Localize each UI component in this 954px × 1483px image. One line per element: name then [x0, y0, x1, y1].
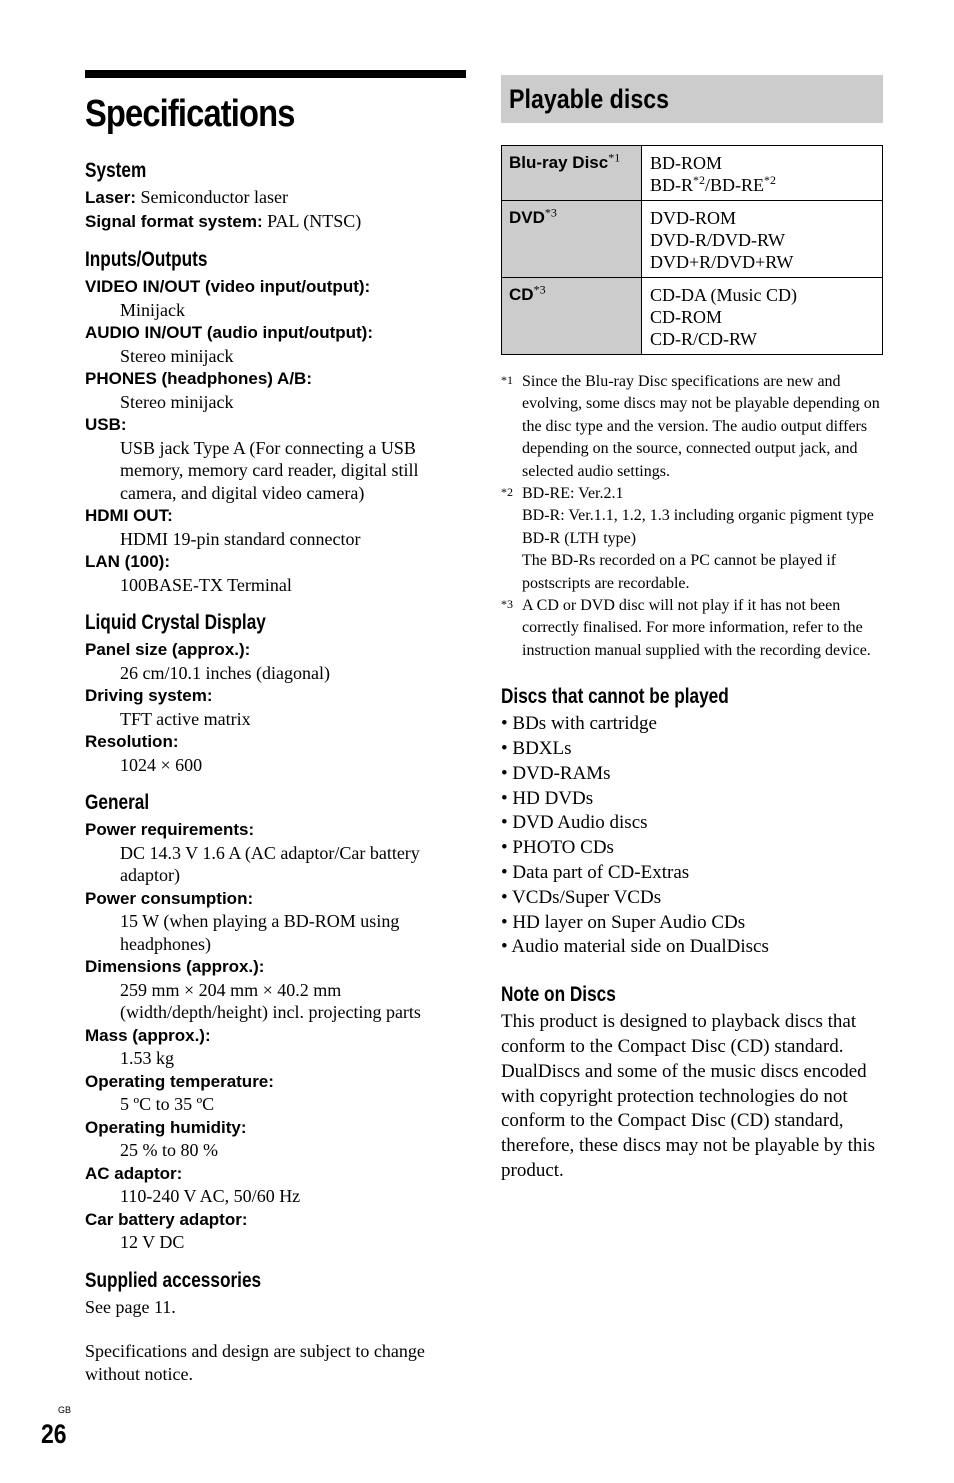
- section-title: Discs that cannot be played: [501, 685, 729, 709]
- footnote-mark: *2: [501, 485, 513, 500]
- spec-row: [85, 638, 466, 662]
- spec-label: Resolution:: [85, 732, 179, 751]
- spec-row: [85, 887, 466, 911]
- spec-label: Mass (approx.):: [85, 1025, 211, 1045]
- footnote-mark: *2: [764, 173, 777, 187]
- page-number: 26: [41, 1419, 67, 1449]
- spec-row: [85, 550, 466, 574]
- disc-row: [502, 201, 883, 278]
- spec-value: Minijack: [120, 299, 185, 320]
- list-item: • Audio material side on DualDiscs: [501, 936, 769, 958]
- spec-row: [85, 275, 466, 299]
- spec-section: [85, 158, 466, 233]
- spec-label: Power requirements:: [85, 820, 255, 839]
- footnote-mark: *3: [544, 205, 557, 220]
- spec-row: [85, 684, 466, 708]
- spec-row: [85, 367, 466, 391]
- spec-label: Signal format system:: [85, 211, 263, 231]
- list-item: • DVD Audio discs: [501, 812, 648, 834]
- specifications-column: [85, 70, 466, 1385]
- list-item: • BDXLs: [501, 738, 572, 760]
- section-title: Supplied accessories: [85, 1268, 262, 1292]
- disc-formats-cell: [642, 146, 883, 201]
- disc-formats-cell: [642, 201, 883, 278]
- disc-type: CD: [509, 285, 534, 304]
- spec-label: Operating temperature:: [85, 1071, 274, 1091]
- format-line: CD-ROM: [650, 307, 723, 327]
- spec-value: USB jack Type A (For connecting a USB memory, memory card reader, digital still camera, and digital video camera): [120, 437, 419, 503]
- spec-value: 110-240 V AC, 50/60 Hz: [120, 1186, 301, 1206]
- spec-label: AC adaptor:: [85, 1163, 183, 1183]
- spec-row: [85, 730, 466, 754]
- format-text: BD-R: [650, 175, 694, 195]
- disc-type-cell: [502, 146, 642, 201]
- spec-label: Power consumption:: [85, 888, 254, 908]
- spec-label: AUDIO IN/OUT (audio input/output):: [85, 323, 373, 342]
- disc-table: [501, 145, 883, 355]
- spec-label: HDMI OUT:: [85, 506, 173, 525]
- footnote-mark: *1: [501, 373, 513, 387]
- format-line: DVD-ROM: [650, 208, 737, 228]
- spec-row: [85, 1070, 466, 1094]
- section-title: Inputs/Outputs: [85, 248, 208, 271]
- spec-value: Semiconductor laser: [136, 187, 288, 207]
- spec-label: LAN (100):: [85, 552, 171, 571]
- spec-value: 12 V DC: [120, 1232, 185, 1252]
- footnote-line: BD-R: Ver.1.1, 1.2, 1.3 including organic pigment type BD-R (LTH type): [522, 507, 874, 547]
- spec-section: [85, 247, 466, 596]
- footnote-text: Since the Blu-ray Disc specifications are new and evolving, some discs may not be playable depending on the disc type and the version. The audio output differs depending on the source, connected output jack, and selected audio settings.: [522, 373, 880, 480]
- spec-value: 1024 × 600: [120, 754, 203, 775]
- spec-label: Dimensions (approx.):: [85, 957, 265, 976]
- section-title: Note on Discs: [501, 983, 616, 1007]
- spec-row: [85, 413, 466, 437]
- footnote-mark: *3: [501, 597, 513, 612]
- spec-label: Car battery adaptor:: [85, 1209, 248, 1229]
- list-item: • Data part of CD-Extras: [501, 862, 690, 884]
- disc-row: [502, 146, 883, 201]
- footnote-mark: *1: [608, 150, 621, 165]
- playable-discs-banner: [501, 75, 883, 123]
- spec-label: USB:: [85, 415, 127, 434]
- spec-row: [85, 1116, 466, 1140]
- list-item: • HD DVDs: [501, 787, 594, 809]
- note-on-discs-section: [501, 982, 883, 1184]
- format-line: CD-DA (Music CD): [650, 285, 797, 305]
- footnote-mark: *3: [533, 282, 546, 297]
- spec-row: [85, 818, 466, 842]
- disc-type-cell: [502, 278, 642, 355]
- spec-value: PAL (NTSC): [262, 210, 362, 231]
- footnote: [501, 371, 883, 483]
- spec-row: [85, 1162, 466, 1186]
- title-rule: [85, 70, 466, 78]
- disc-type: DVD: [509, 208, 545, 227]
- spec-value: 26 cm/10.1 inches (diagonal): [120, 662, 330, 683]
- spec-value: TFT active matrix: [120, 708, 251, 729]
- format-line: DVD-R/DVD-RW: [650, 230, 785, 250]
- list-item: • BDs with cartridge: [501, 713, 657, 735]
- footnote-text: A CD or DVD disc will not play if it has not been correctly finalised. For more information, refer to the instruction manual supplied with the recording device.: [522, 597, 871, 659]
- supplied-text: See page 11.: [85, 1296, 176, 1317]
- footnotes: [501, 371, 883, 662]
- footnote: [501, 595, 883, 662]
- section-title: System: [85, 159, 147, 182]
- spec-value: 100BASE-TX Terminal: [120, 574, 292, 595]
- spec-value: HDMI 19-pin standard connector: [120, 528, 361, 549]
- spec-label: Driving system:: [85, 686, 213, 705]
- spec-row: [85, 210, 466, 234]
- spec-label: PHONES (headphones) A/B:: [85, 369, 312, 388]
- spec-row: [85, 1208, 466, 1232]
- section-title: General: [85, 791, 150, 814]
- spec-section: [85, 610, 466, 776]
- banner-title: Playable discs: [509, 83, 670, 114]
- change-notice: Specifications and design are subject to change without notice.: [85, 1341, 425, 1384]
- spec-value: 5 ºC to 35 ºC: [120, 1094, 215, 1114]
- list-item: • DVD-RAMs: [501, 762, 611, 784]
- spec-value: 1.53 kg: [120, 1048, 174, 1068]
- format-text: /BD-RE: [705, 175, 765, 195]
- note-text: This product is designed to playback discs that conform to the Compact Disc (CD) standard. DualDiscs and some of the music discs encoded with copyright protection technologies do not conform to the Compact Disc (CD) standard, therefore, these discs may not be playable by this product.: [501, 1011, 876, 1182]
- disc-type-cell: [502, 201, 642, 278]
- list-item: • HD layer on Super Audio CDs: [501, 911, 746, 933]
- section-title: Liquid Crystal Display: [85, 611, 266, 634]
- spec-value: DC 14.3 V 1.6 A (AC adaptor/Car battery adaptor): [120, 842, 420, 885]
- spec-value: 259 mm × 204 mm × 40.2 mm (width/depth/height) incl. projecting parts: [120, 979, 421, 1022]
- disc-row: [502, 278, 883, 355]
- unplayable-discs-section: [501, 684, 883, 960]
- format-line: [650, 174, 874, 196]
- spec-row: [85, 504, 466, 528]
- format-line: CD-R/CD-RW: [650, 329, 758, 349]
- playable-discs-column: [501, 75, 883, 1184]
- spec-value: 25 % to 80 %: [120, 1140, 218, 1160]
- unplayable-list: [501, 712, 883, 960]
- disc-formats-cell: [642, 278, 883, 355]
- list-item: • VCDs/Super VCDs: [501, 886, 662, 908]
- footnote-line: The BD-Rs recorded on a PC cannot be played if postscripts are recordable.: [522, 552, 837, 592]
- footnote: [501, 483, 883, 595]
- disc-type: Blu-ray Disc: [509, 153, 609, 172]
- footnote-text: [522, 483, 883, 595]
- region-code: GB: [58, 1405, 72, 1415]
- spec-label: VIDEO IN/OUT (video input/output):: [85, 277, 371, 296]
- supplied-accessories-section: [85, 1268, 466, 1319]
- spec-value: Stereo minijack: [120, 391, 234, 412]
- spec-row: [85, 186, 466, 210]
- spec-value: 15 W (when playing a BD-ROM using headphones): [120, 911, 400, 954]
- format-line: BD-ROM: [650, 153, 723, 173]
- spec-section: [85, 790, 466, 1254]
- spec-label: Operating humidity:: [85, 1117, 247, 1137]
- spec-row: [85, 1024, 466, 1048]
- footnote-line: BD-RE: Ver.2.1: [522, 485, 624, 503]
- list-item: • PHOTO CDs: [501, 837, 614, 859]
- spec-sections: [85, 158, 466, 1254]
- spec-value: Stereo minijack: [120, 345, 234, 366]
- spec-label: Laser:: [85, 188, 137, 207]
- spec-row: [85, 321, 466, 345]
- spec-label: Panel size (approx.):: [85, 640, 251, 659]
- footnote-mark: *2: [693, 173, 706, 187]
- format-line: DVD+R/DVD+RW: [650, 252, 794, 272]
- page-title: Specifications: [85, 93, 295, 135]
- spec-row: [85, 955, 466, 979]
